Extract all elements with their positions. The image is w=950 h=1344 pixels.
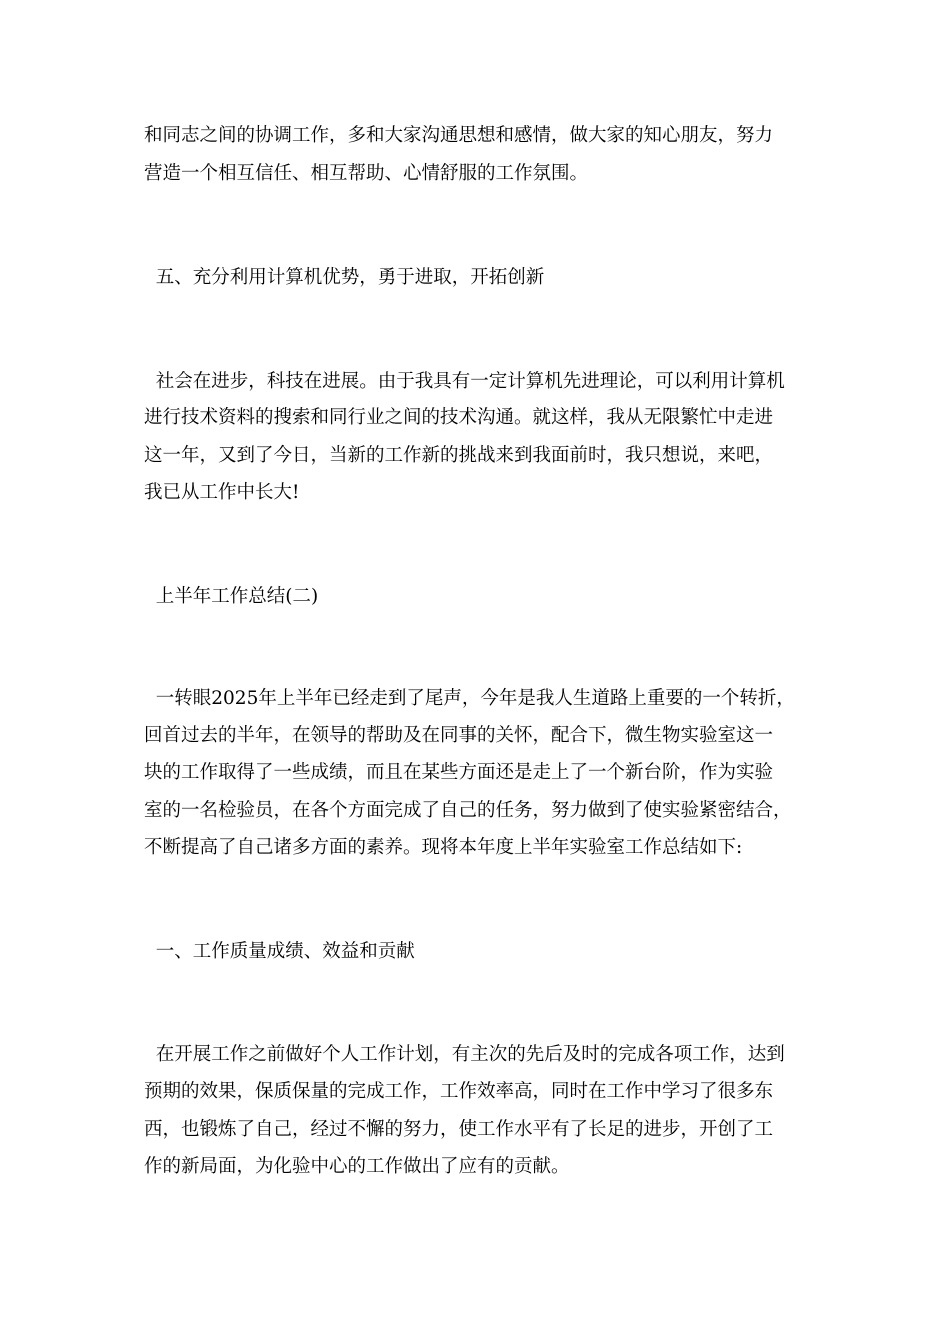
body-text-line: 回首过去的半年，在领导的帮助及在同事的关怀，配合下，微生物实验室这一 bbox=[144, 725, 774, 746]
body-text-line: 进行技术资料的搜索和同行业之间的技术沟通。就这样，我从无限繁忙中走进 bbox=[144, 407, 774, 428]
body-text-line: 这一年，又到了今日，当新的工作新的挑战来到我面前时，我只想说，来吧， bbox=[144, 445, 774, 466]
body-text-line: 室的一名检验员，在各个方面完成了自己的任务，努力做到了使实验紧密结合， bbox=[144, 800, 792, 821]
body-text-line: 社会在进步，科技在进展。由于我具有一定计算机先进理论，可以利用计算机 bbox=[144, 371, 785, 392]
body-text-line: 我已从工作中长大! bbox=[144, 482, 300, 503]
section-heading: 一、工作质量成绩、效益和贡献 bbox=[144, 941, 415, 962]
body-text-line: 西，也锻炼了自己，经过不懈的努力，使工作水平有了长足的进步，开创了工 bbox=[144, 1119, 774, 1140]
body-text-line: 一转眼2025年上半年已经走到了尾声，今年是我人生道路上重要的一个转折， bbox=[144, 688, 795, 709]
section-heading: 上半年工作总结(二) bbox=[144, 586, 319, 607]
body-text-line: 作的新局面，为化验中心的工作做出了应有的贡献。 bbox=[144, 1156, 570, 1177]
section-heading: 五、充分利用计算机优势，勇于进取，开拓创新 bbox=[144, 267, 545, 288]
body-text-line: 预期的效果，保质保量的完成工作，工作效率高，同时在工作中学习了很多东 bbox=[144, 1081, 774, 1102]
body-text-line: 和同志之间的协调工作，多和大家沟通思想和感情，做大家的知心朋友，努力 bbox=[144, 125, 774, 146]
body-text-line: 在开展工作之前做好个人工作计划，有主次的先后及时的完成各项工作，达到 bbox=[144, 1044, 785, 1065]
body-text-line: 不断提高了自己诸多方面的素养。现将本年度上半年实验室工作总结如下: bbox=[144, 837, 743, 858]
body-text-line: 块的工作取得了一些成绩，而且在某些方面还是走上了一个新台阶，作为实验 bbox=[144, 762, 774, 783]
body-text-line: 营造一个相互信任、相互帮助、心情舒服的工作氛围。 bbox=[144, 163, 589, 184]
